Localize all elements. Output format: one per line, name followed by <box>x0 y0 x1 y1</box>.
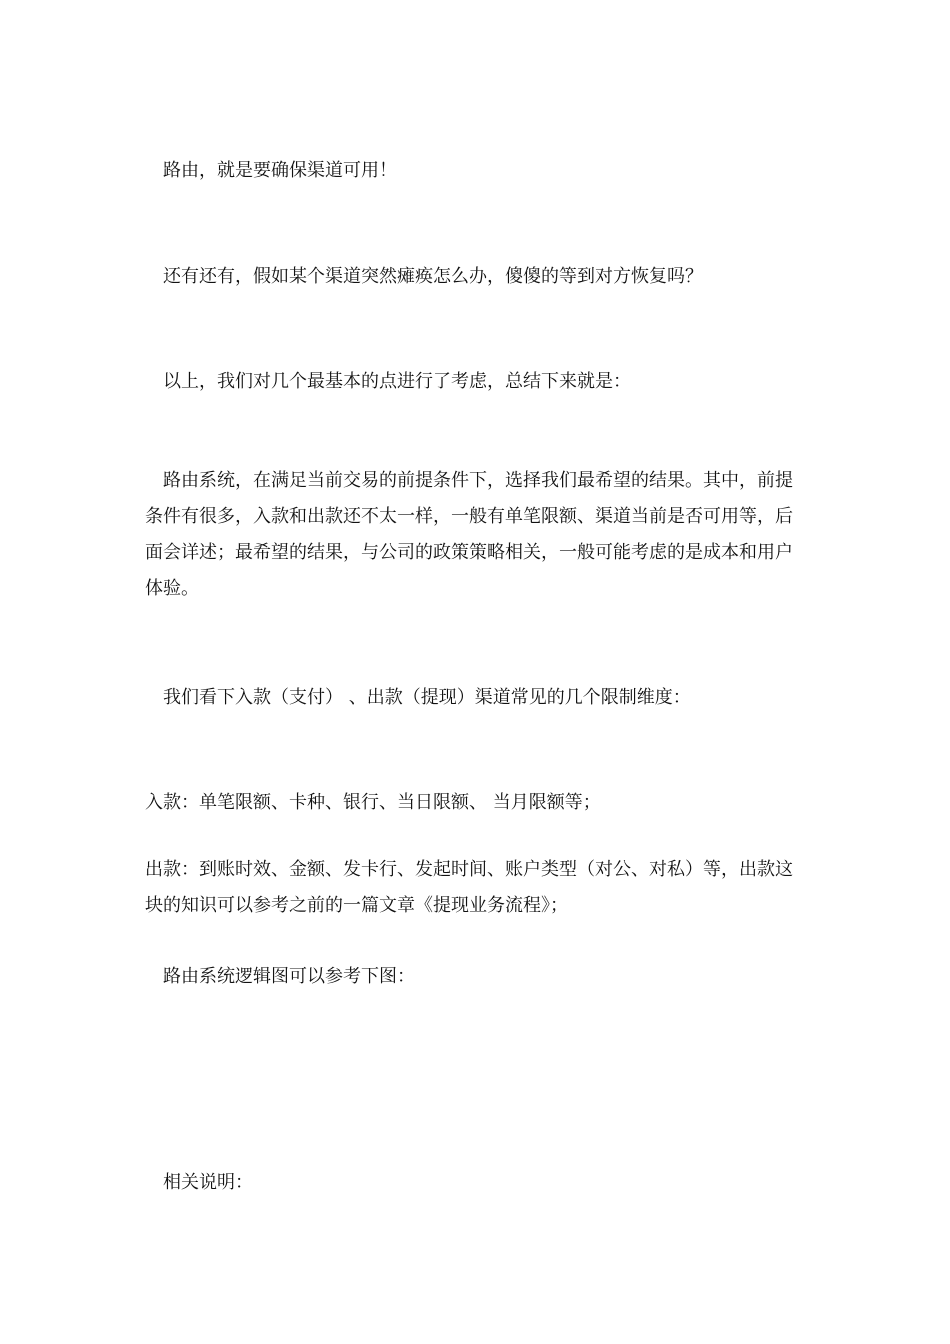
paragraph-routing-definition: 路由系统，在满足当前交易的前提条件下，选择我们最希望的结果。其中，前提条件有很多，入款和出款还不太一样，一般有单笔限额、渠道当前是否可用等，后面会详述；最希望的结果，与公司的政策策略相关，一般可能考虑的是成本和用户体验。 <box>145 470 793 599</box>
paragraph-withdrawal-limits: 出款：到账时效、金额、发卡行、发起时间、账户类型（对公、对私）等，出款这块的知识可以参考之前的一篇文章《提现业务流程》； <box>145 859 793 916</box>
paragraph-limit-dimensions: 我们看下入款（支付） 、出款（提现）渠道常见的几个限制维度： <box>163 687 691 708</box>
paragraph-deposit-limits: 入款：单笔限额、卡种、银行、当日限额、 当月限额等； <box>145 792 601 813</box>
paragraph-related-notes: 相关说明： <box>163 1172 253 1193</box>
paragraph-summary-intro: 以上，我们对几个最基本的点进行了考虑，总结下来就是： <box>163 371 631 392</box>
paragraph-logic-diagram-ref: 路由系统逻辑图可以参考下图： <box>163 966 415 987</box>
paragraph-channel-failure: 还有还有，假如某个渠道突然瘫痪怎么办，傻傻的等到对方恢复吗？ <box>163 266 703 287</box>
paragraph-channel-available: 路由，就是要确保渠道可用！ <box>163 160 397 181</box>
